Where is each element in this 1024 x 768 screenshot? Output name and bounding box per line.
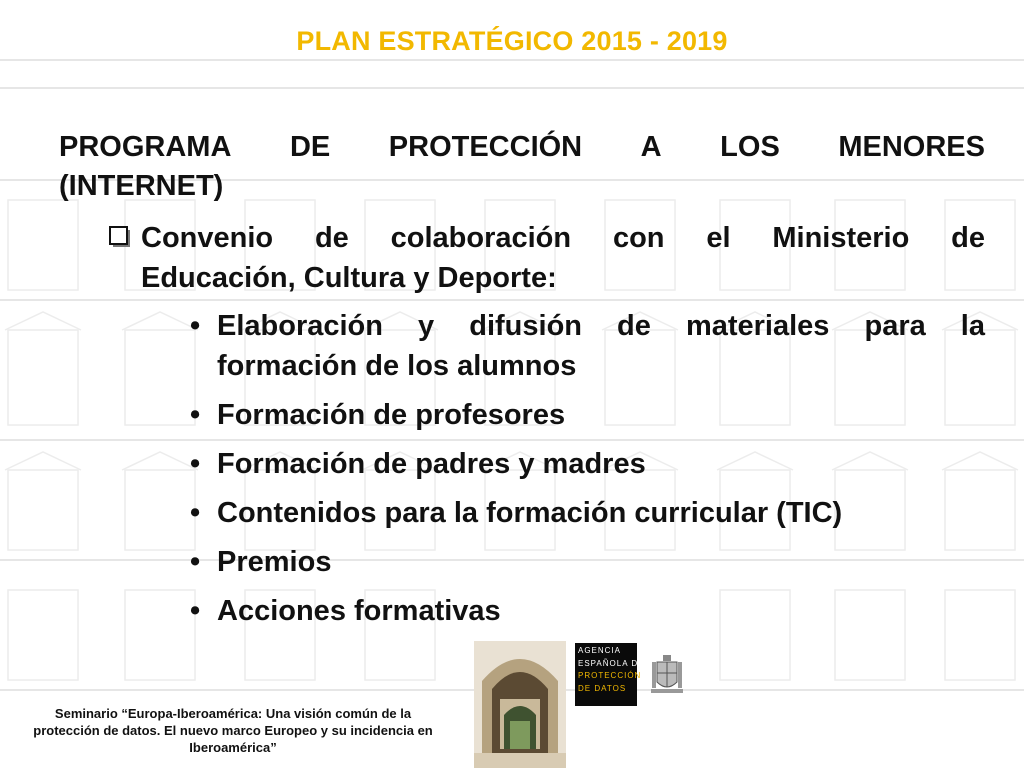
bullet-word: difusión <box>469 310 582 342</box>
bullet-word: Elaboración <box>217 310 383 342</box>
footer-line: Seminario “Europa-Iberoamérica: Una visión común de la <box>54 706 412 721</box>
bullet-item <box>190 493 985 533</box>
program-heading <box>59 128 985 206</box>
footer-line: protección de datos. El nuevo marco Europeo y su incidencia en <box>33 723 433 738</box>
program-heading-word: PROTECCIÓN <box>388 131 583 163</box>
program-heading-line2: (INTERNET) <box>59 170 224 202</box>
bullet-word: la <box>960 310 985 342</box>
bullet-item <box>190 306 985 386</box>
bullet-text: Formación de profesores <box>217 399 566 431</box>
logo-line: ESPAÑOLA DE <box>578 658 645 668</box>
footer-seminar-text <box>18 705 448 756</box>
program-heading-line1 <box>59 128 985 167</box>
bullet-word: materiales <box>685 310 830 342</box>
coat-of-arms-icon <box>649 654 685 696</box>
bullet-item <box>190 395 985 435</box>
bullet-list <box>190 306 985 640</box>
bullet-word: para <box>864 310 926 342</box>
bullet-text: Premios <box>217 546 332 578</box>
bullet-item <box>190 591 985 631</box>
logo-line: DE DATOS <box>578 683 627 693</box>
logo-line: AGENCIA <box>578 646 622 655</box>
bullet-item <box>190 444 985 484</box>
bullet-word: y <box>418 310 435 342</box>
agency-logo <box>575 643 645 706</box>
footer-line: Iberoamérica” <box>189 740 277 755</box>
checkbox-icon <box>108 225 132 249</box>
program-heading-word: LOS <box>720 131 780 163</box>
convenio-word: Convenio <box>141 222 274 254</box>
program-heading-word: PROGRAMA <box>59 131 232 163</box>
logo-line: PROTECCIÓN <box>578 671 642 680</box>
bullet-marker: • <box>190 595 201 627</box>
bullet-item-line1 <box>217 306 985 346</box>
convenio-word: colaboración <box>390 222 572 254</box>
convenio-line1 <box>141 218 985 258</box>
bullet-marker: • <box>190 310 201 342</box>
convenio-word: Ministerio <box>772 222 910 254</box>
convenio-word: de <box>951 222 985 254</box>
bullet-item <box>190 542 985 582</box>
program-heading-word: A <box>640 131 662 163</box>
convenio-word: con <box>612 222 665 254</box>
bullet-marker: • <box>190 497 201 529</box>
bullet-marker: • <box>190 546 201 578</box>
slide-title: PLAN ESTRATÉGICO 2015 - 2019 <box>296 26 728 56</box>
bullet-marker: • <box>190 448 201 480</box>
convenio-word: el <box>706 222 731 254</box>
convenio-line2: Educación, Cultura y Deporte: <box>141 262 557 294</box>
program-heading-word: DE <box>289 131 331 163</box>
building-entrance-photo <box>474 641 566 768</box>
bullet-item-line2: formación de los alumnos <box>217 350 577 382</box>
bullet-word: de <box>617 310 651 342</box>
bullet-text: Formación de padres y madres <box>217 448 646 480</box>
program-heading-word: MENORES <box>838 131 985 163</box>
convenio-item <box>108 218 985 298</box>
convenio-word: de <box>314 222 349 254</box>
bullet-marker: • <box>190 399 201 431</box>
bullet-text: Contenidos para la formación curricular (TIC) <box>217 497 843 529</box>
bullet-text: Acciones formativas <box>217 595 501 627</box>
